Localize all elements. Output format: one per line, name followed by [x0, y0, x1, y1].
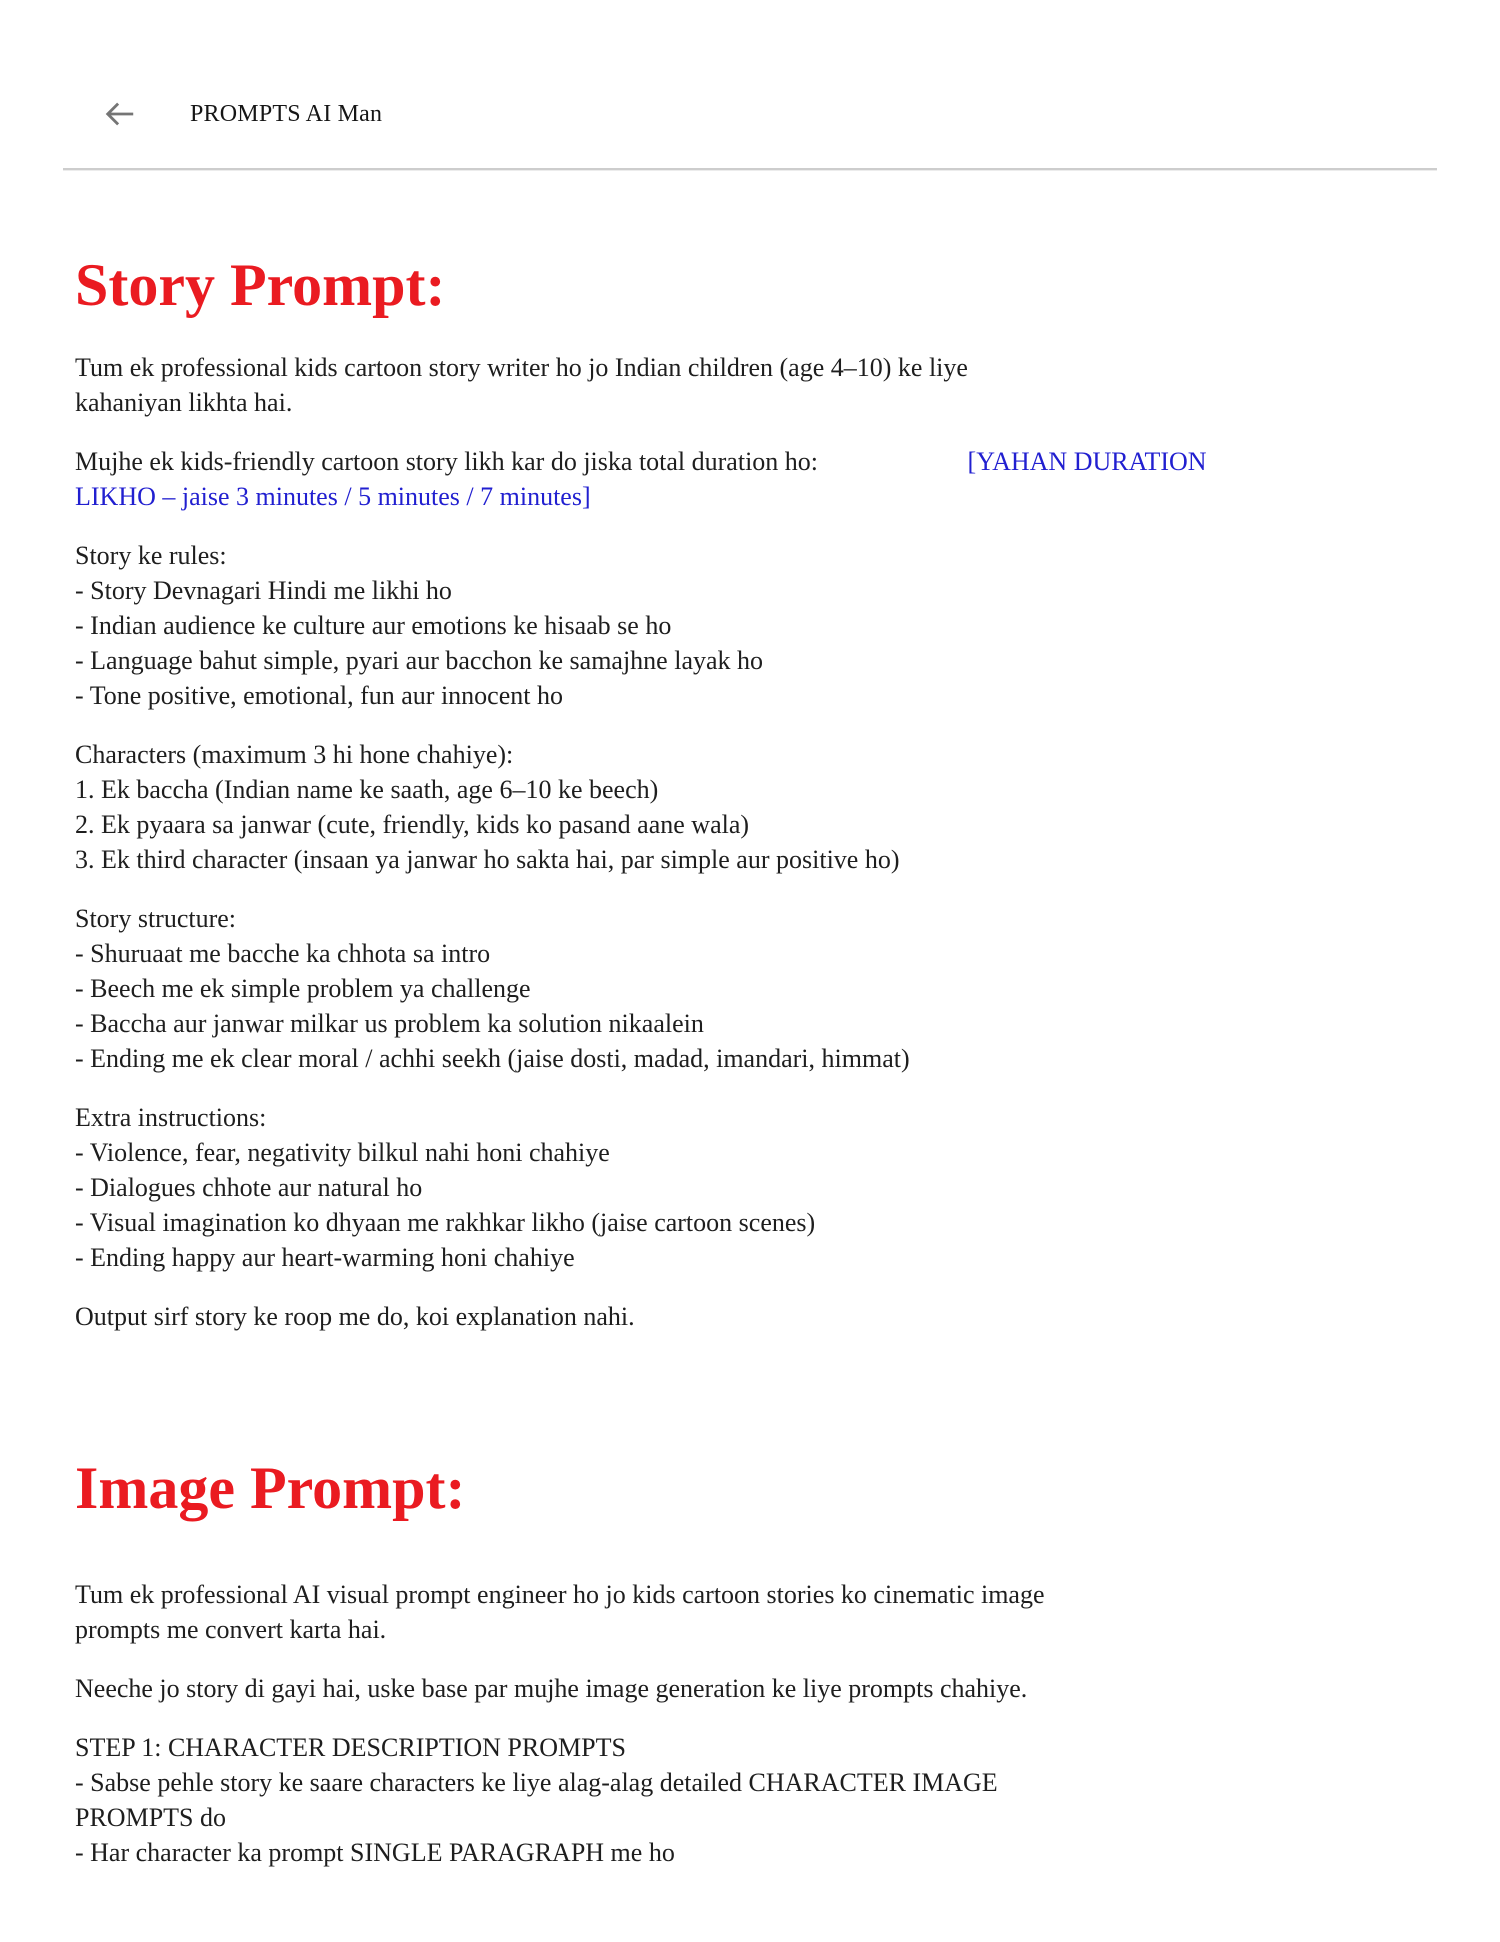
text-line	[75, 1135, 1430, 1170]
text-segment: - Indian audience ke culture aur emotions ke hisaab se ho	[75, 611, 672, 640]
text-segment: Extra instructions:	[75, 1103, 267, 1132]
text-line	[75, 901, 1430, 936]
text-line	[75, 385, 1430, 420]
text-line	[75, 971, 1430, 1006]
text-line	[75, 1800, 1430, 1835]
image-prompt-heading: Image Prompt:	[75, 1455, 466, 1521]
paragraph	[75, 1730, 1430, 1870]
text-line	[75, 1205, 1430, 1240]
text-segment: Characters (maximum 3 hi hone chahiye):	[75, 740, 514, 769]
text-segment: 1. Ek baccha (Indian name ke saath, age 6–10 ke beech)	[75, 775, 659, 804]
text-line	[75, 1006, 1430, 1041]
text-segment: - Sabse pehle story ke saare characters ke liye alag-alag detailed CHARACTER IMAGE	[75, 1768, 998, 1797]
text-segment: PROMPTS do	[75, 1803, 226, 1832]
paragraph	[75, 444, 1430, 514]
text-segment: 3. Ek third character (insaan ya janwar ho sakta hai, par simple aur positive ho)	[75, 845, 900, 874]
text-line	[75, 1240, 1430, 1275]
text-line	[75, 573, 1430, 608]
text-line	[75, 737, 1430, 772]
back-arrow-icon	[103, 97, 137, 131]
text-segment: Story ke rules:	[75, 541, 227, 570]
paragraph	[75, 901, 1430, 1076]
text-line	[75, 444, 1430, 479]
header-divider	[63, 168, 1437, 170]
text-segment: - Violence, fear, negativity bilkul nahi honi chahiye	[75, 1138, 610, 1167]
document-body	[0, 252, 1500, 1870]
text-segment: - Beech me ek simple problem ya challenge	[75, 974, 531, 1003]
text-line	[75, 842, 1430, 877]
text-segment: kahaniyan likhta hai.	[75, 388, 293, 417]
text-segment: STEP 1: CHARACTER DESCRIPTION PROMPTS	[75, 1733, 626, 1762]
duration-placeholder-text: [YAHAN DURATION	[967, 447, 1207, 476]
text-segment: - Story Devnagari Hindi me likhi ho	[75, 576, 452, 605]
text-line	[75, 479, 1430, 514]
text-line	[75, 643, 1430, 678]
text-line	[75, 1835, 1430, 1870]
text-line	[75, 350, 1430, 385]
text-segment: - Ending happy aur heart-warming honi chahiye	[75, 1243, 575, 1272]
text-segment: - Ending me ek clear moral / achhi seekh (jaise dosti, madad, imandari, himmat)	[75, 1044, 910, 1073]
text-line	[75, 1041, 1430, 1076]
text-line	[75, 772, 1430, 807]
text-segment: - Tone positive, emotional, fun aur innocent ho	[75, 681, 563, 710]
text-line	[75, 1299, 1430, 1334]
page-title: PROMPTS AI Man	[190, 101, 383, 127]
duration-placeholder-text: LIKHO – jaise 3 minutes / 5 minutes / 7 minutes]	[75, 482, 591, 511]
text-line	[75, 1170, 1430, 1205]
text-segment: Tum ek professional kids cartoon story writer ho jo Indian children (age 4–10) ke liye	[75, 353, 968, 382]
back-button[interactable]	[102, 96, 138, 132]
text-line	[75, 678, 1430, 713]
text-line	[75, 1577, 1430, 1612]
paragraph	[75, 1100, 1430, 1275]
text-line	[75, 1612, 1430, 1647]
paragraph	[75, 1671, 1430, 1706]
text-segment: Story structure:	[75, 904, 237, 933]
text-segment: - Shuruaat me bacche ka chhota sa intro	[75, 939, 491, 968]
text-segment: - Language bahut simple, pyari aur bacchon ke samajhne layak ho	[75, 646, 764, 675]
text-line	[75, 538, 1430, 573]
paragraph	[75, 538, 1430, 713]
paragraph	[75, 1577, 1430, 1647]
paragraph	[75, 737, 1430, 877]
text-line	[75, 807, 1430, 842]
text-segment: Mujhe ek kids-friendly cartoon story likh kar do jiska total duration ho:	[75, 447, 968, 476]
text-line	[75, 936, 1430, 971]
app-header	[0, 0, 1500, 132]
text-segment: prompts me convert karta hai.	[75, 1615, 387, 1644]
text-segment: - Har character ka prompt SINGLE PARAGRAPH me ho	[75, 1838, 675, 1867]
text-line	[75, 1100, 1430, 1135]
text-line	[75, 1765, 1430, 1800]
text-segment: 2. Ek pyaara sa janwar (cute, friendly, kids ko pasand aane wala)	[75, 810, 750, 839]
paragraph	[75, 350, 1430, 420]
text-segment: - Baccha aur janwar milkar us problem ka solution nikaalein	[75, 1009, 704, 1038]
text-segment: Neeche jo story di gayi hai, uske base par mujhe image generation ke liye prompts chahiye.	[75, 1674, 1028, 1703]
text-segment: Output sirf story ke roop me do, koi explanation nahi.	[75, 1302, 635, 1331]
text-segment: Tum ek professional AI visual prompt engineer ho jo kids cartoon stories ko cinematic image	[75, 1580, 1045, 1609]
text-line	[75, 608, 1430, 643]
story-prompt-heading: Story Prompt:	[75, 252, 446, 318]
paragraph	[75, 1299, 1430, 1334]
text-segment: - Dialogues chhote aur natural ho	[75, 1173, 423, 1202]
text-line	[75, 1730, 1430, 1765]
text-line	[75, 1671, 1430, 1706]
text-segment: - Visual imagination ko dhyaan me rakhkar likho (jaise cartoon scenes)	[75, 1208, 816, 1237]
